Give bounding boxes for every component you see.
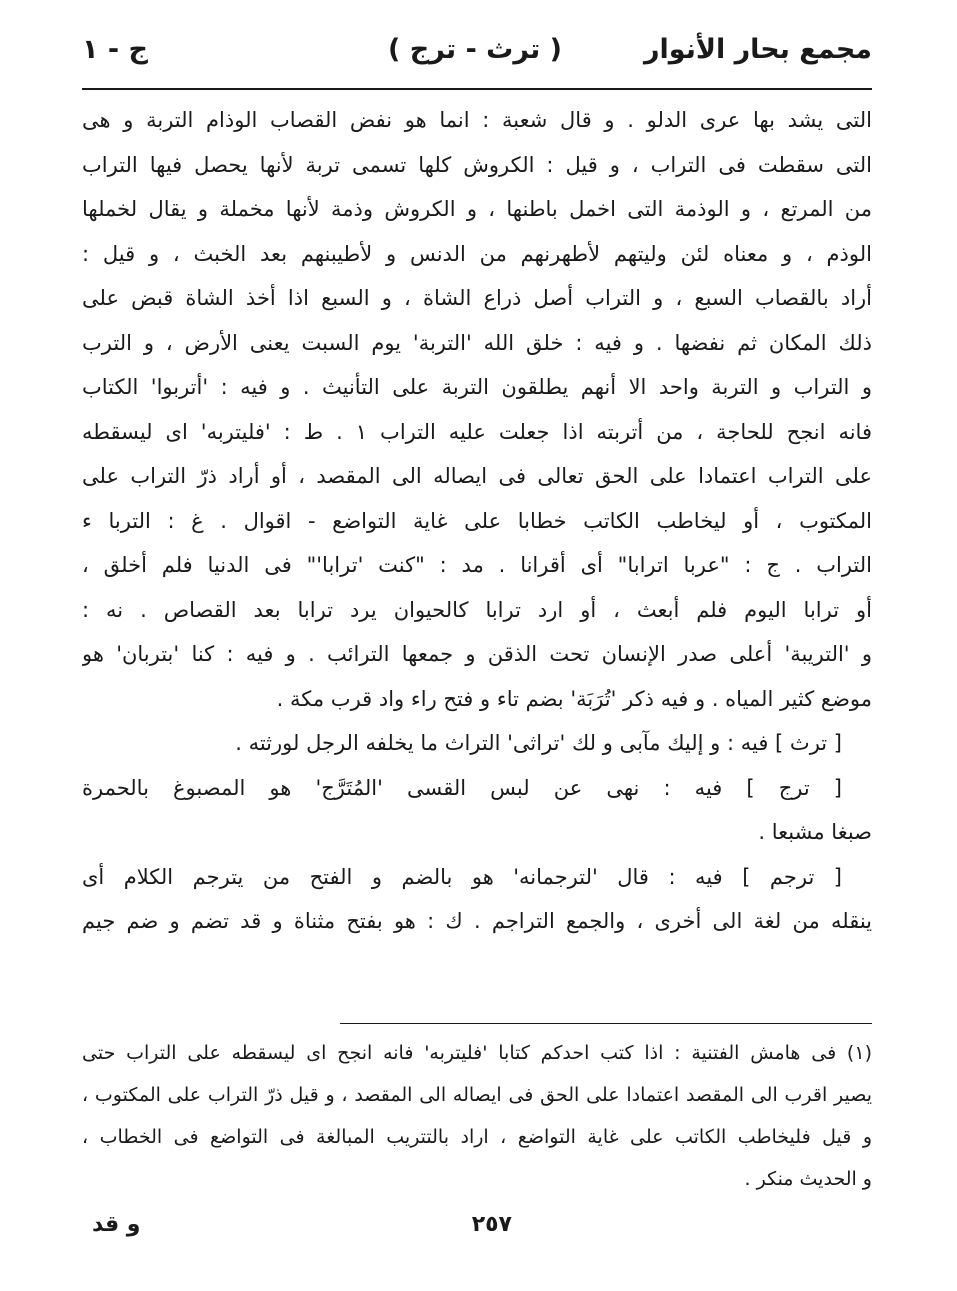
text-line: التى يشد بها عرى الدلو . و قال شعبة : انما هو نفض القصاب الوذام التربة و هى — [82, 108, 872, 132]
entry-taraj: [ ترج ] فيه : نهى عن لبس القسى 'المُتَرَّج' هو المصبوغ بالحمرة — [82, 775, 842, 800]
text-line: فانه انجح للحاجة ، من أتربته اذا جعلت عليه التراب ١ . ط : 'فليتربه' اى ليسقطه — [82, 419, 872, 444]
footnote-line: و قيل فليخاطب الكاتب على غاية التواضع ، اراد بالتتريب المبالغة فى التواضع فى الخطاب ، — [82, 1126, 872, 1148]
text-line: من المرتع ، و الوذمة التى اخمل باطنها ، و الكروش وذمة لأنها مخملة و يقال لخملها — [82, 197, 872, 221]
section-range: ( ترث - ترج ) — [388, 34, 562, 65]
text-line: المكتوب ، أو ليخاطب الكاتب خطابا على غاية التواضع - اقوال . غ : التربا ء — [82, 508, 872, 533]
text-line: على التراب اعتمادا على الحق تعالى فى ايصاله الى المقصد ، أو أراد ذرّ التراب على — [82, 464, 872, 488]
footnote-divider — [340, 1023, 872, 1024]
text-line: و 'التريبة' أعلى صدر الإنسان تحت الذقن و جمعها الترائب . و فيه : كنا 'بتربان' هو — [82, 642, 872, 666]
text-line: صبغا مشبعا . — [758, 820, 872, 844]
text-line: و التراب و التربة واحد الا أنهم يطلقون التربة على التأنيث . و فيه : 'أتربوا' الكتاب — [82, 375, 872, 399]
footnotes — [82, 1032, 872, 1200]
text-line: التى سقطت فى التراب ، و قيل : الكروش كلها تسمى تربة لأنها يحصل فيها التراب — [82, 152, 872, 177]
text-line: الوذم ، و معناه لئن وليتهم لأطهرنهم من الدنس و لأطيبنهم بعد الخبث ، و قيل : — [82, 241, 872, 266]
catchword: و قد — [92, 1212, 141, 1237]
volume-number: ج - ١ — [82, 34, 148, 65]
book-title: مجمع بحار الأنوار — [643, 34, 872, 65]
footnote-line: و الحديث منكر . — [744, 1168, 872, 1190]
text-line: ينقله من لغة الى أخرى ، والجمع التراجم . ك : هو بفتح مثناة و قد تضم و ضم جيم — [82, 909, 872, 933]
footnote-line: يصير اقرب الى المقصد اعتمادا على الحق فى ايصاله الى المقصد ، و قيل ذرّ التراب على المكتوب ، — [82, 1084, 872, 1106]
text-line: موضع كثير المياه . و فيه ذكر 'تُرَبَة' بضم تاء و فتح راء واد قرب مكة . — [276, 686, 872, 711]
page-number: ٢٥٧ — [471, 1212, 512, 1237]
text-line: أو ترابا اليوم فلم أبعث ، أو ارد ترابا كالحيوان يرد ترابا بعد القصاص . نه : — [82, 597, 872, 622]
main-text — [82, 98, 872, 944]
entry-tarjam: [ ترجم ] فيه : قال 'لترجمانه' هو بالضم و الفتح من يترجم الكلام أى — [82, 864, 842, 889]
text-line: التراب . ج : "عربا اترابا" أى أقرانا . مد : "كنت 'ترابا'" فى الدنيا فلم أخلق ، — [82, 553, 872, 577]
header-divider — [82, 88, 872, 90]
text-line: أراد بالقصاب السبع ، و التراب أصل ذراع الشاة ، و السبع اذا أخذ الشاة قبض على — [82, 286, 872, 310]
running-header — [82, 30, 872, 80]
page-footer — [82, 1212, 872, 1252]
text-line: ذلك المكان ثم نفضها . و فيه : خلق الله 'التربة' يوم السبت يعنى الأرض ، و الترب — [82, 330, 872, 355]
footnote-line: (١) فى هامش الفتنية : اذا كتب احدكم كتابا 'فليتربه' فانه انجح اى ليسقطه على التراب حتى — [82, 1042, 872, 1064]
entry-tarth: [ ترث ] فيه : و إليك مآبى و لك 'تراثى' التراث ما يخلفه الرجل لورثته . — [235, 731, 842, 755]
